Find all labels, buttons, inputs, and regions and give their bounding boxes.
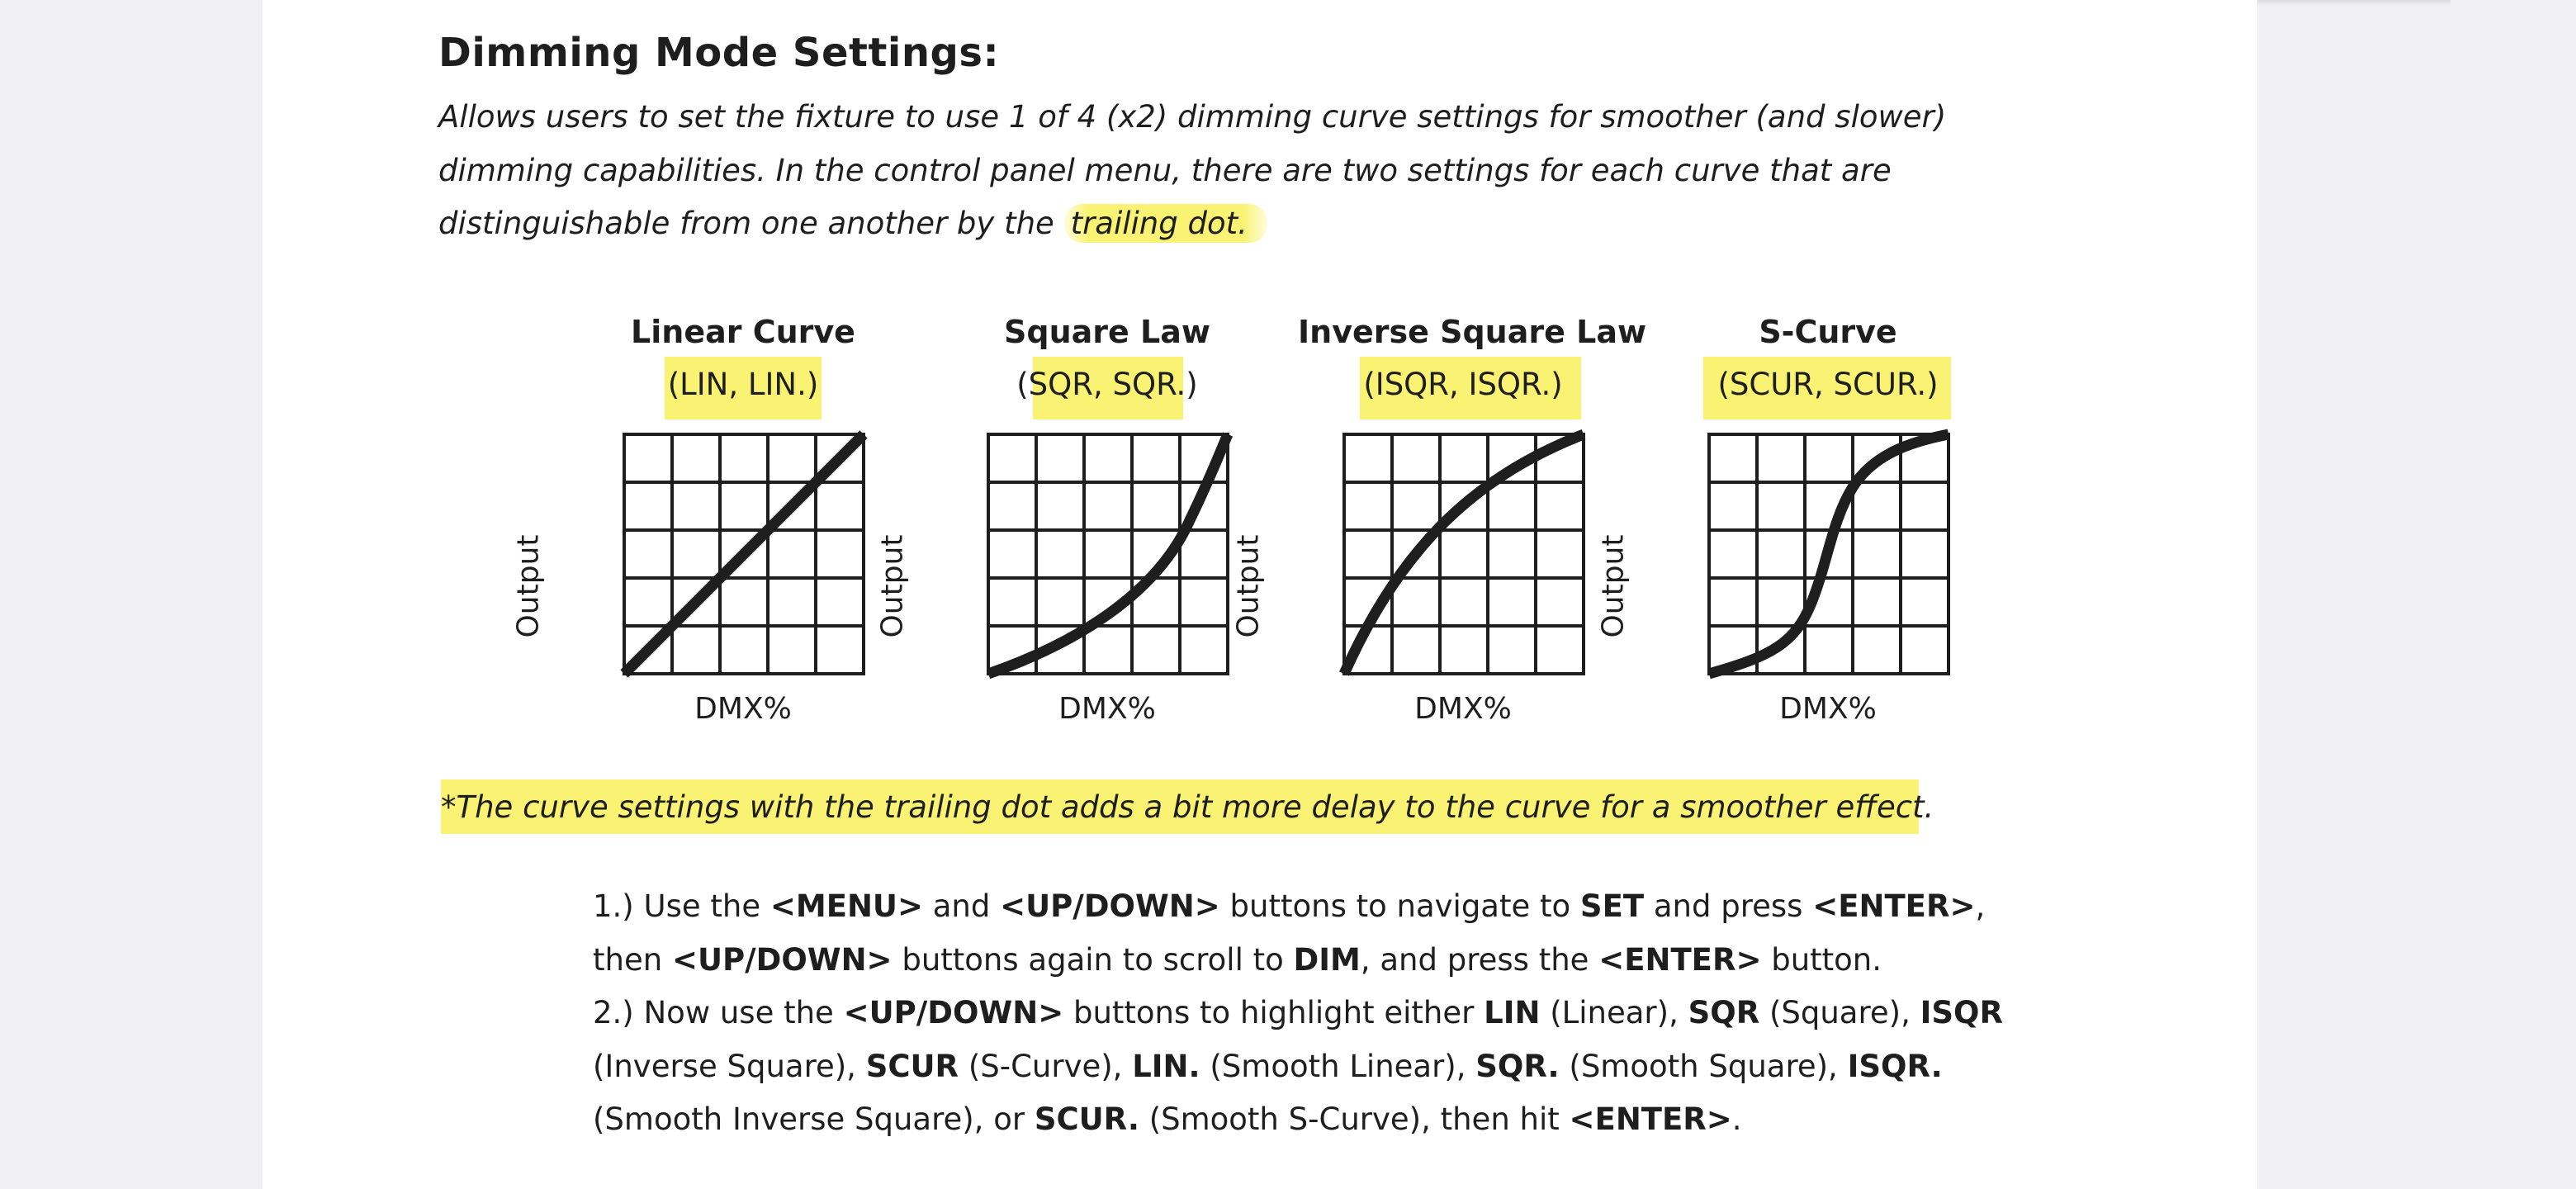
curve-figure-s-curve: S-Curve (SCUR, SCUR.) Output DMX% (1663, 314, 1993, 743)
curve-plot (1663, 314, 1993, 677)
curve-line (1709, 434, 1949, 674)
x-axis-label: DMX% (1058, 692, 1156, 726)
curve-figure-inverse-square: Inverse Square Law (ISQR, ISQR.) Output DMX% (1231, 314, 1647, 726)
x-axis-label: DMX% (1779, 692, 1877, 726)
intro-highlight: trailing dot. (1064, 204, 1267, 243)
intro-text: Allows users to set the fixture to use 1 of 4 (x2) dimming curve settings for smoother (and slower) dimming capabilities. In the control panel menu, there are two settings for each curve that are distinguishable from one another by the (438, 99, 1947, 241)
curve-title: Inverse Square Law (1298, 314, 1647, 350)
x-axis-label: DMX% (1414, 692, 1512, 726)
curve-title: S-Curve (1759, 314, 1897, 350)
instruction-steps (593, 880, 2095, 1147)
curve-plot (1298, 314, 1647, 677)
plot-grid (1344, 434, 1584, 674)
curve-codes: (SQR, SQR.) (1016, 367, 1198, 402)
page-title: Dimming Mode Settings: (438, 30, 1000, 76)
curve-line (1344, 434, 1584, 674)
curve-title: Square Law (1004, 314, 1210, 350)
curve-codes: (SCUR, SCUR.) (1717, 367, 1939, 402)
step-2: 2.) Now use the <UP/DOWN> buttons to highlight either LIN (Linear), SQR (Square), ISQR (Inverse Square), SCUR (S-Curve), LIN. (Smooth Linear), SQR. (Smooth Square), ISQR. (Smooth Inverse Square), or SCUR. (Smooth S-Curve), then hit <ENTER>. (593, 995, 2003, 1137)
curve-title: Linear Curve (631, 314, 855, 350)
x-axis-label: DMX% (694, 692, 792, 726)
step-1: 1.) Use the <MENU> and <UP/DOWN> buttons to navigate to SET and press <ENTER>, then <UP/DOWN> buttons again to scroll to DIM, and press the <ENTER> button. (593, 888, 1986, 978)
curve-codes: (ISQR, ISQR.) (1363, 367, 1563, 402)
curve-line (624, 434, 864, 674)
curve-line (988, 434, 1228, 674)
curve-plot (942, 314, 1272, 677)
curve-codes: (LIN, LIN.) (667, 367, 819, 402)
curve-figure-linear: Linear Curve (LIN, LIN.) Output DMX% (578, 314, 908, 743)
plot-grid (988, 434, 1228, 674)
curve-figure-square: Square Law (SQR, SQR.) Output DMX% (942, 314, 1272, 743)
trailing-dot-note: *The curve settings with the trailing dot adds a bit more delay to the curve for a smoother effect. (441, 789, 1934, 825)
curve-plot (578, 314, 908, 677)
